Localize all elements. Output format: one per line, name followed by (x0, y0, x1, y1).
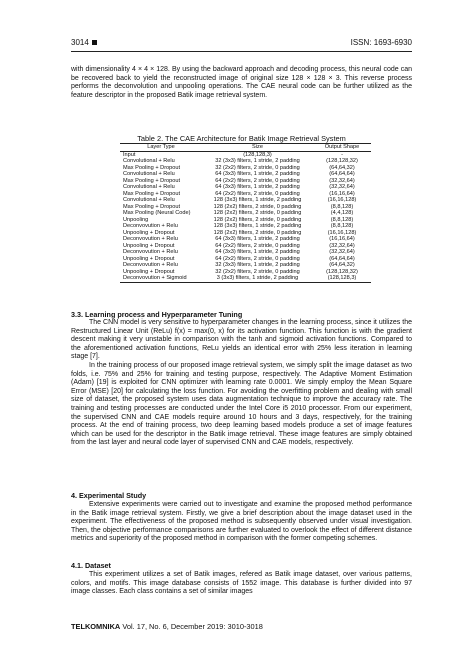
cell-output-shape: (8,8,128) (330, 216, 354, 223)
col-header-layer-type: Layer Type (120, 144, 202, 152)
cell-layer-type: Deconvovution + Relu (123, 236, 178, 242)
cell-layer-type: Convolutional + Relu (123, 184, 175, 190)
table-row (120, 236, 371, 243)
cell-layer-type: Unpooling + Dropout (123, 229, 175, 236)
cell-output-shape: (32,32,64) (329, 184, 355, 190)
cell-layer-type: Unpooling + Dropout (123, 242, 175, 249)
cell-size: 64 (3x3) filters, 1 stride, 2 padding (215, 249, 300, 255)
cell-layer-type: Deconvovution + Relu (123, 249, 178, 255)
cell-size: 64 (3x3) filters, 1 stride, 2 padding (215, 184, 300, 190)
square-bullet-icon (92, 40, 97, 45)
table-header-row (120, 144, 371, 152)
table-row (120, 158, 371, 165)
cae-architecture-table (120, 143, 371, 283)
paragraph-text: This experiment utilizes a set of Batik images, refered as Batik image dataset, over various patterns, colors, and motifs. This image database consists of 1552 image. This database is further divided into 97 image classes. Each class contains a set of similar images (71, 571, 412, 596)
cell-output-shape: (16,16,128) (327, 197, 357, 203)
cell-size: 32 (3x3) filters, 1 stride, 2 padding (215, 158, 300, 164)
cell-size: 32 (2x2) filters, 2 stride, 0 padding (215, 164, 300, 171)
cell-size: 128 (2x2) filters, 2 stride, 0 padding (213, 229, 302, 236)
paragraph-text: In the training process of our proposed image retrieval system, we simply split the image dataset as two folds, i.e. 75% and 25% for training and testing purpose, respectively. The Adaptive Moment Estimation (Adam) [19] is exploited for CNN optimizer with learning rate 0.0001. We simply employ the Mean Square Error (MSE) [20] for calculating the loss function. For avoiding the overfitting problem and dealing with small size of dataset, the proposed system uses data augmentation technique to improve the accuracy rate. The training and testing processes are conducted under the Intel Core i5 2010 processor. From our experiment, the supervised CNN and CAE models require around 10 hours and 3 days, respectively, for the training process. At the end of training process, two deep learning based models produce a set of image features which can be used for the descriptor in the Batik image retrieval. These image features are simply obtained from the last layer and neural code layer of supervised CNN and CAE models, respectively. (71, 361, 412, 447)
table-row (120, 197, 371, 204)
cell-output-shape: - (341, 151, 343, 158)
cell-output-shape: (8,8,128) (330, 223, 354, 229)
cell-size: 64 (2x2) filters, 2 stride, 0 padding (215, 255, 300, 262)
intro-paragraph (71, 66, 412, 100)
page-footer (71, 622, 263, 631)
cell-output-shape: (32,32,64) (329, 177, 355, 184)
cell-size: 64 (2x2) filters, 2 stride, 0 padding (215, 242, 300, 249)
cell-layer-type: Convolutional + Relu (123, 197, 175, 203)
cell-size: 64 (3x3) filters, 1 stride, 2 padding (215, 236, 300, 242)
cell-layer-type: Max Pooling (Neural Code) (123, 210, 191, 216)
cell-size: 128 (2x2) filters, 2 stride, 0 padding (213, 203, 302, 210)
col-header-output-shape: Output Shape (313, 144, 371, 152)
table-row (120, 262, 371, 269)
cell-output-shape: (16,16,64) (329, 236, 355, 242)
cell-size: 64 (2x2) filters, 2 stride, 0 padding (215, 177, 300, 184)
cell-layer-type: Max Pooling + Dropout (123, 203, 181, 210)
paragraph-text: Extensive experiments were carried out to investigate and examine the proposed method performance in the Batik image retrieval system. Firstly, we give a brief description about the image dataset used in the experiment. The effectiveness of the proposed method is subsequently observed under visual investigation. Then, the objective performance comparisons are further evaluated to overlook the effect of different distance metrics and superiority of the proposed method in comparison with the former competing schemes. (71, 501, 412, 543)
cell-output-shape: (128,128,32) (326, 268, 358, 275)
table-caption: Table 2. The CAE Architecture for Batik Image Retrieval System (137, 134, 346, 143)
cell-size: 128 (3x3) filters, 1 stride, 2 padding (213, 223, 302, 229)
cell-layer-type: Deconvovution + Relu (123, 223, 178, 229)
journal-name: TELKOMNIKA (71, 622, 121, 631)
cell-layer-type: Deconvovution + Sigmoid (120, 275, 202, 282)
cell-layer-type: Unpooling + Dropout (123, 255, 175, 262)
cell-output-shape: (128,128,32) (326, 158, 358, 164)
cell-size: 128 (2x2) filters, 2 stride, 0 padding (213, 216, 302, 223)
section-heading-4-1: 4.1. Dataset (71, 561, 111, 570)
cell-output-shape: (4,4,128) (330, 210, 354, 216)
section-4-1-body (71, 571, 412, 597)
cell-size: 128 (2x2) filters, 2 stride, 0 padding (213, 210, 302, 216)
cell-layer-type: Input (123, 151, 136, 158)
table-row (120, 249, 371, 256)
cell-output-shape: (64,64,32) (329, 164, 355, 171)
journal-citation: Vol. 17, No. 6, December 2019: 3010-3018 (122, 622, 263, 631)
section-3-3-body (71, 319, 412, 448)
cell-output-shape: (64,64,64) (329, 171, 355, 177)
table-row (120, 275, 371, 282)
cell-size: 32 (3x3) filters, 1 stride, 2 padding (215, 262, 300, 268)
cell-size: 64 (2x2) filters, 2 stride, 0 padding (215, 190, 300, 197)
cell-output-shape: (64,64,32) (329, 262, 355, 268)
cell-output-shape: (32,32,64) (329, 249, 355, 255)
table-row (120, 151, 371, 158)
table-row (120, 210, 371, 217)
section-heading-4: 4. Experimental Study (71, 491, 147, 500)
cell-layer-type: Unpooling (123, 216, 149, 223)
header-rule (71, 51, 412, 52)
page-number: 3014 (71, 38, 97, 47)
cell-layer-type: Unpooling + Dropout (123, 268, 175, 275)
cell-layer-type: Max Pooling + Dropout (123, 190, 181, 197)
cell-layer-type: Convolutional + Relu (123, 158, 175, 164)
paragraph-text: The CNN model is very sensitive to hyperparameter changes in the learning process, since it utilizes the Restructured Linear Unit (ReLu) f(x) = max(0, x) for its activation function. This function is with the gradient descent making it very unstable in comparison with the tanh and sigmoid activation functions. Compared to the aforementioned activation functions, ReLu yields an identical error with 25% less iteration in learning stage [7]. (71, 319, 412, 361)
cell-size: 32 (2x2) filters, 2 stride, 0 padding (215, 268, 300, 275)
cell-layer-type: Max Pooling + Dropout (123, 164, 181, 171)
cell-layer-type: Convolutional + Relu (123, 171, 175, 177)
cell-output-shape: (16,16,64) (329, 190, 355, 197)
section-heading-3-3: 3.3. Learning process and Hyperparameter Tuning (71, 310, 243, 319)
cell-layer-type: Deconvovution + Relu (123, 262, 178, 268)
paragraph-text: with dimensionality 4 × 4 × 128. By using the backward approach and decoding process, this neural code can be recovered back to yield the reconstructed image of original size 128 × 128 × 3. This reverse process performs the deconvolution and unpooling operations. The CAE neural code can be further utilized as the feature descriptor in the proposed Batik image retrieval system. (71, 66, 412, 99)
table-row (120, 171, 371, 178)
cell-output-shape: (128,128,3) (313, 275, 371, 282)
table-row (120, 223, 371, 230)
cell-size: 64 (3x3) filters, 1 stride, 2 padding (215, 171, 300, 177)
section-4-body (71, 501, 412, 544)
cell-size: 128 (3x3) filters, 1 stride, 2 padding (213, 197, 302, 203)
cell-output-shape: (8,8,128) (330, 203, 354, 210)
issn: ISSN: 1693-6930 (350, 38, 412, 47)
table-row (120, 184, 371, 191)
cell-size: (128,128,3) (243, 151, 272, 158)
col-header-size: Size (202, 144, 313, 152)
cell-output-shape: (32,32,64) (329, 242, 355, 249)
cell-layer-type: Max Pooling + Dropout (123, 177, 181, 184)
cell-output-shape: (16,16,128) (327, 229, 357, 236)
cell-size: 3 (3x3) filters, 1 stride, 2 padding (202, 275, 313, 282)
cell-output-shape: (64,64,64) (329, 255, 355, 262)
